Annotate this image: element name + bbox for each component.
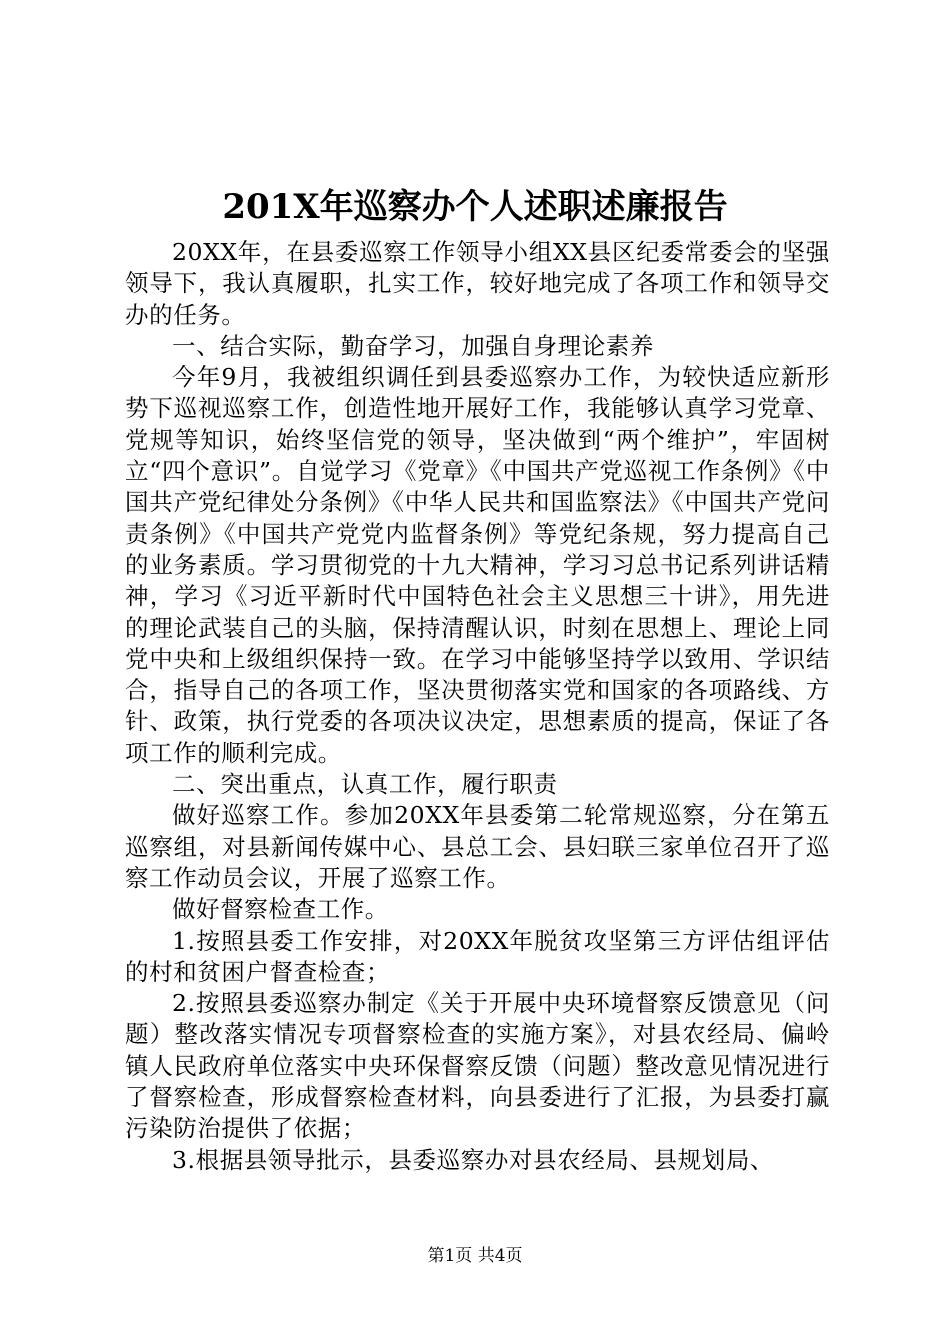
document-body bbox=[125, 237, 830, 1176]
paragraph-inspection: 做好巡察工作。参加20XX年县委第二轮常规巡察，分在第五巡察组，对县新闻传媒中心、县总工会、县妇联三家单位召开了巡察工作动员会议，开展了巡察工作。 bbox=[125, 801, 830, 892]
page-footer: 第1页 共4页 bbox=[427, 1246, 523, 1266]
section-heading-2: 二、突出重点，认真工作，履行职责 bbox=[172, 770, 558, 799]
paragraph-study: 今年9月，我被组织调任到县委巡察办工作，为较快适应新形势下巡视巡察工作，创造性地开展好工作，我能够认真学习党章、党规等知识，始终坚信党的领导，坚决做到“两个维护”，牢固树立“四个意识”。自觉学习《党章》《中国共产党巡视工作条例》《中国共产党纪律处分条例》《中华人民共和国监察法》《中国共产党问责条例》《中国共产党党内监督条例》等党纪条规，努力提高自己的业务素质。学习贯彻党的十九大精神，学习习总书记系列讲话精神，学习《习近平新时代中国特色社会主义思想三十讲》，用先进的理论武装自己的头脑，保持清醒认识，时刻在思想上、理论上同党中央和上级组织保持一致。在学习中能够坚持学以致用、学识结合，指导自己的各项工作，坚决贯彻落实党和国家的各项路线、方针、政策，执行党委的各项决议决定，思想素质的提高，保证了各项工作的顺利完成。 bbox=[125, 363, 830, 767]
section-heading-1: 一、结合实际，勤奋学习，加强自身理论素养 bbox=[172, 331, 654, 360]
list-item-2: 2.按照县委巡察办制定《关于开展中央环境督察反馈意见（问题）整改落实情况专项督察检查的实施方案》，对县农经局、偏岭镇人民政府单位落实中央环保督察反馈（问题）整改意见情况进行了督察检查，形成督察检查材料，向县委进行了汇报，为县委打赢污染防治提供了依据； bbox=[125, 989, 830, 1143]
document-title: 201X年巡察办个人述职述廉报告 bbox=[222, 187, 728, 227]
paragraph-intro: 20XX年，在县委巡察工作领导小组XX县区纪委常委会的坚强领导下，我认真履职，扎实工作，较好地完成了各项工作和领导交办的任务。 bbox=[125, 238, 830, 329]
list-item-3: 3.根据县领导批示，县委巡察办对县农经局、县规划局、 bbox=[172, 1145, 775, 1174]
paragraph-supervision: 做好督察检查工作。 bbox=[172, 895, 389, 924]
list-item-1: 1.按照县委工作安排，对20XX年脱贫攻坚第三方评估组评估的村和贫困户督查检查； bbox=[125, 926, 830, 986]
